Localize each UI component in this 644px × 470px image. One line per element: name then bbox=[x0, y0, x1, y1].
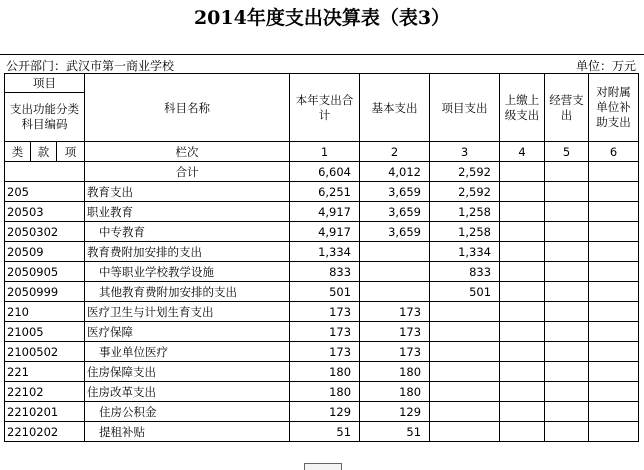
header-basic: 基本支出 bbox=[360, 74, 430, 142]
row-project: 1,258 bbox=[430, 222, 500, 242]
row-code: 20509 bbox=[5, 242, 85, 262]
row-name: 职业教育 bbox=[85, 202, 290, 222]
row-name: 教育支出 bbox=[85, 182, 290, 202]
col-num: 5 bbox=[545, 142, 589, 162]
row-code: 205 bbox=[5, 182, 85, 202]
unit-label: 单位：万元 bbox=[575, 59, 636, 73]
row-project bbox=[430, 402, 500, 422]
row-code: 22102 bbox=[5, 382, 85, 402]
table-row bbox=[5, 262, 639, 282]
row-total: 6,251 bbox=[290, 182, 360, 202]
row-total: 501 bbox=[290, 282, 360, 302]
row-code: 2050905 bbox=[5, 262, 85, 282]
row-project: 1,258 bbox=[430, 202, 500, 222]
row-basic bbox=[360, 282, 430, 302]
row-total: 173 bbox=[290, 322, 360, 342]
row-project bbox=[430, 302, 500, 322]
header-lei: 类 bbox=[5, 142, 31, 162]
row-project bbox=[430, 382, 500, 402]
table-row bbox=[5, 182, 639, 202]
row-basic: 173 bbox=[360, 322, 430, 342]
row-name: 医疗保障 bbox=[85, 322, 290, 342]
row-basic: 3,659 bbox=[360, 182, 430, 202]
row-total: 4,917 bbox=[290, 202, 360, 222]
row-code: 2210201 bbox=[5, 402, 85, 422]
row-basic: 129 bbox=[360, 402, 430, 422]
row-total: 173 bbox=[290, 342, 360, 362]
table-row bbox=[5, 362, 639, 382]
table-row bbox=[5, 222, 639, 242]
table-row bbox=[5, 402, 639, 422]
header-kuan: 款 bbox=[31, 142, 57, 162]
total-label: 合计 bbox=[85, 162, 290, 182]
expenditure-table bbox=[4, 73, 639, 442]
row-total: 833 bbox=[290, 262, 360, 282]
row-code: 221 bbox=[5, 362, 85, 382]
row-basic: 180 bbox=[360, 362, 430, 382]
row-total: 180 bbox=[290, 362, 360, 382]
header-superior: 上缴上级支出 bbox=[500, 74, 545, 142]
row-code: 2050302 bbox=[5, 222, 85, 242]
row-total: 180 bbox=[290, 382, 360, 402]
row-name: 住房保障支出 bbox=[85, 362, 290, 382]
row-project bbox=[430, 322, 500, 342]
table-row bbox=[5, 242, 639, 262]
column-order-row bbox=[5, 142, 639, 162]
row-total: 129 bbox=[290, 402, 360, 422]
row-basic: 173 bbox=[360, 342, 430, 362]
row-name: 教育费附加安排的支出 bbox=[85, 242, 290, 262]
row-name: 医疗卫生与计划生育支出 bbox=[85, 302, 290, 322]
meta-bar bbox=[0, 54, 644, 73]
table-row bbox=[5, 282, 639, 302]
department-label: 公开部门：武汉市第一商业学校 bbox=[6, 59, 175, 73]
header-code: 支出功能分类科目编码 bbox=[5, 93, 85, 142]
row-code: 210 bbox=[5, 302, 85, 322]
column-order-label: 栏次 bbox=[85, 142, 290, 162]
project-value: 2,592 bbox=[430, 162, 500, 182]
row-total: 1,334 bbox=[290, 242, 360, 262]
row-project bbox=[430, 422, 500, 442]
header-project: 项目支出 bbox=[430, 74, 500, 142]
row-project: 833 bbox=[430, 262, 500, 282]
table-row bbox=[5, 422, 639, 442]
table-row bbox=[5, 342, 639, 362]
basic-value: 4,012 bbox=[360, 162, 430, 182]
row-basic: 180 bbox=[360, 382, 430, 402]
row-name: 住房公积金 bbox=[85, 402, 290, 422]
row-basic bbox=[360, 262, 430, 282]
row-code: 21005 bbox=[5, 322, 85, 342]
row-basic: 3,659 bbox=[360, 202, 430, 222]
row-basic: 173 bbox=[360, 302, 430, 322]
header-item: 项目 bbox=[5, 74, 85, 93]
table-body bbox=[5, 74, 639, 442]
col-num: 1 bbox=[290, 142, 360, 162]
header-total: 本年支出合计 bbox=[290, 74, 360, 142]
row-name: 其他教育费附加安排的支出 bbox=[85, 282, 290, 302]
row-project: 2,592 bbox=[430, 182, 500, 202]
row-project bbox=[430, 362, 500, 382]
row-code: 2210202 bbox=[5, 422, 85, 442]
header-row-1 bbox=[5, 74, 639, 93]
table-row bbox=[5, 302, 639, 322]
row-total: 4,917 bbox=[290, 222, 360, 242]
total-row bbox=[5, 162, 639, 182]
row-total: 173 bbox=[290, 302, 360, 322]
row-basic bbox=[360, 242, 430, 262]
row-code: 2050999 bbox=[5, 282, 85, 302]
header-business: 经营支出 bbox=[545, 74, 589, 142]
row-basic: 51 bbox=[360, 422, 430, 442]
col-num: 3 bbox=[430, 142, 500, 162]
col-num: 4 bbox=[500, 142, 545, 162]
row-name: 住房改革支出 bbox=[85, 382, 290, 402]
table-row bbox=[5, 322, 639, 342]
header-name: 科目名称 bbox=[85, 74, 290, 142]
row-name: 提租补贴 bbox=[85, 422, 290, 442]
row-name: 事业单位医疗 bbox=[85, 342, 290, 362]
row-project: 501 bbox=[430, 282, 500, 302]
page-title: 2014年度支出决算表（表3） bbox=[193, 7, 451, 29]
table-row bbox=[5, 202, 639, 222]
total-value: 6,604 bbox=[290, 162, 360, 182]
col-num: 2 bbox=[360, 142, 430, 162]
row-name: 中专教育 bbox=[85, 222, 290, 242]
row-project bbox=[430, 342, 500, 362]
table-row bbox=[5, 382, 639, 402]
row-total: 51 bbox=[290, 422, 360, 442]
row-name: 中等职业学校教学设施 bbox=[85, 262, 290, 282]
col-num: 6 bbox=[589, 142, 639, 162]
row-code: 2100502 bbox=[5, 342, 85, 362]
header-xiang: 项 bbox=[57, 142, 85, 162]
header-subsidy: 对附属单位补助支出 bbox=[589, 74, 639, 142]
row-basic: 3,659 bbox=[360, 222, 430, 242]
row-code: 20503 bbox=[5, 202, 85, 222]
row-project: 1,334 bbox=[430, 242, 500, 262]
